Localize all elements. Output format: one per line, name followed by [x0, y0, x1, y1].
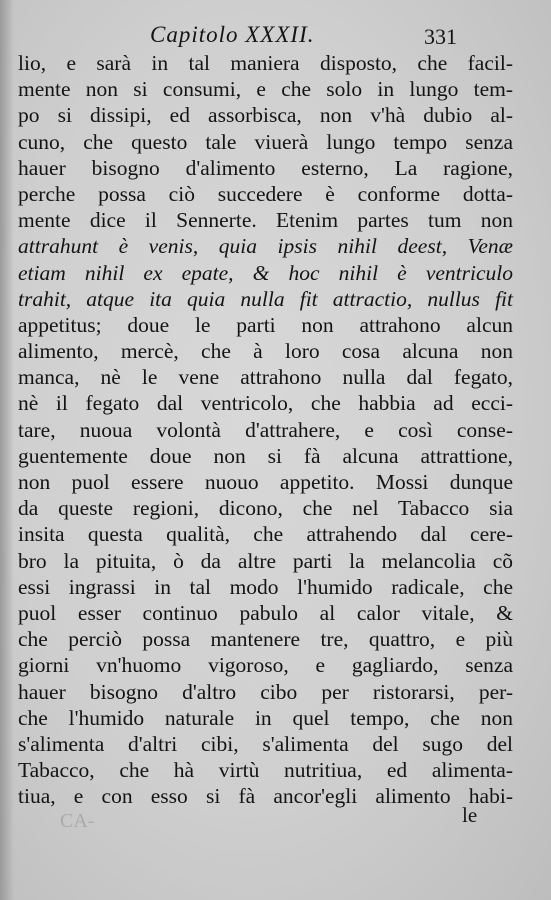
text-line: mente non si consumi, e che solo in lungo tem- [18, 77, 513, 102]
text-line: po si dissipi, ed assorbisca, non v'hà dubio al- [18, 103, 513, 128]
bleed-through-mark: CA- [60, 810, 95, 832]
gutter-shadow [0, 0, 14, 900]
text-line: nè il fegato dal ventricolo, che habbia ad ecci- [18, 391, 513, 416]
text-line: mente dice il Sennerte. Etenim partes tum non [18, 208, 513, 233]
text-line: giorni vn'huomo vigoroso, e gagliardo, senza [18, 653, 513, 678]
text-line: cuno, che questo tale viuerà lungo tempo senza [18, 129, 513, 154]
text-line: lio, e sarà in tal maniera disposto, che facil- [18, 51, 513, 75]
text-line: attrahunt è venis, quia ipsis nihil deest, Venæ [18, 234, 513, 259]
text-line: non puol essere nuouo appetito. Mossi dunque [18, 470, 513, 494]
text-line: essi ingrassi in tal modo l'humido radicale, che [18, 574, 513, 599]
text-line: etiam nihil ex epate, & hoc nihil è ventriculo [18, 260, 513, 285]
text-line: insita questa qualità, che attrahendo dal cere- [18, 522, 513, 547]
text-line: alimento, mercè, che à loro cosa alcuna non [18, 339, 513, 364]
text-line: trahit, atque ita quia nulla fit attractio, nullus fit [18, 286, 513, 311]
text-line: hauer bisogno d'alimento esterno, La ragione, [18, 155, 513, 180]
running-head: Capitolo XXXII. [150, 22, 315, 47]
text-line: perche possa ciò succedere è conforme dotta- [18, 181, 513, 206]
text-line: da queste regioni, dicono, che nel Tabacco sia [18, 496, 513, 521]
text-line: che perciò possa mantenere tre, quattro, e più [18, 627, 513, 652]
catchword: le [462, 803, 478, 827]
text-line: Tabacco, che hà virtù nutritiua, ed alimenta- [18, 758, 513, 783]
text-line: s'alimenta d'altri cibi, s'alimenta del sugo del [18, 731, 513, 756]
text-line: tare, nuoua volontà d'attrahere, e così conse- [18, 417, 513, 442]
text-line: puol esser continuo pabulo al calor vitale, & [18, 600, 513, 625]
text-line: hauer bisogno d'altro cibo per ristorarsi, per- [18, 679, 513, 704]
body-text [18, 50, 513, 809]
text-line: bro la pituita, ò da altre parti la melancolia cõ [18, 548, 513, 573]
page-number: 331 [424, 24, 457, 49]
text-line: guentemente doue non si fà alcuna attrattione, [18, 443, 513, 468]
text-line: manca, nè le vene attrahono nulla dal fegato, [18, 365, 513, 390]
text-line: che l'humido naturale in quel tempo, che non [18, 705, 513, 730]
text-line: tiua, e con esso si fà ancor'egli alimento habi- [18, 784, 513, 809]
text-line: appetitus; doue le parti non attrahono alcun [18, 312, 513, 337]
